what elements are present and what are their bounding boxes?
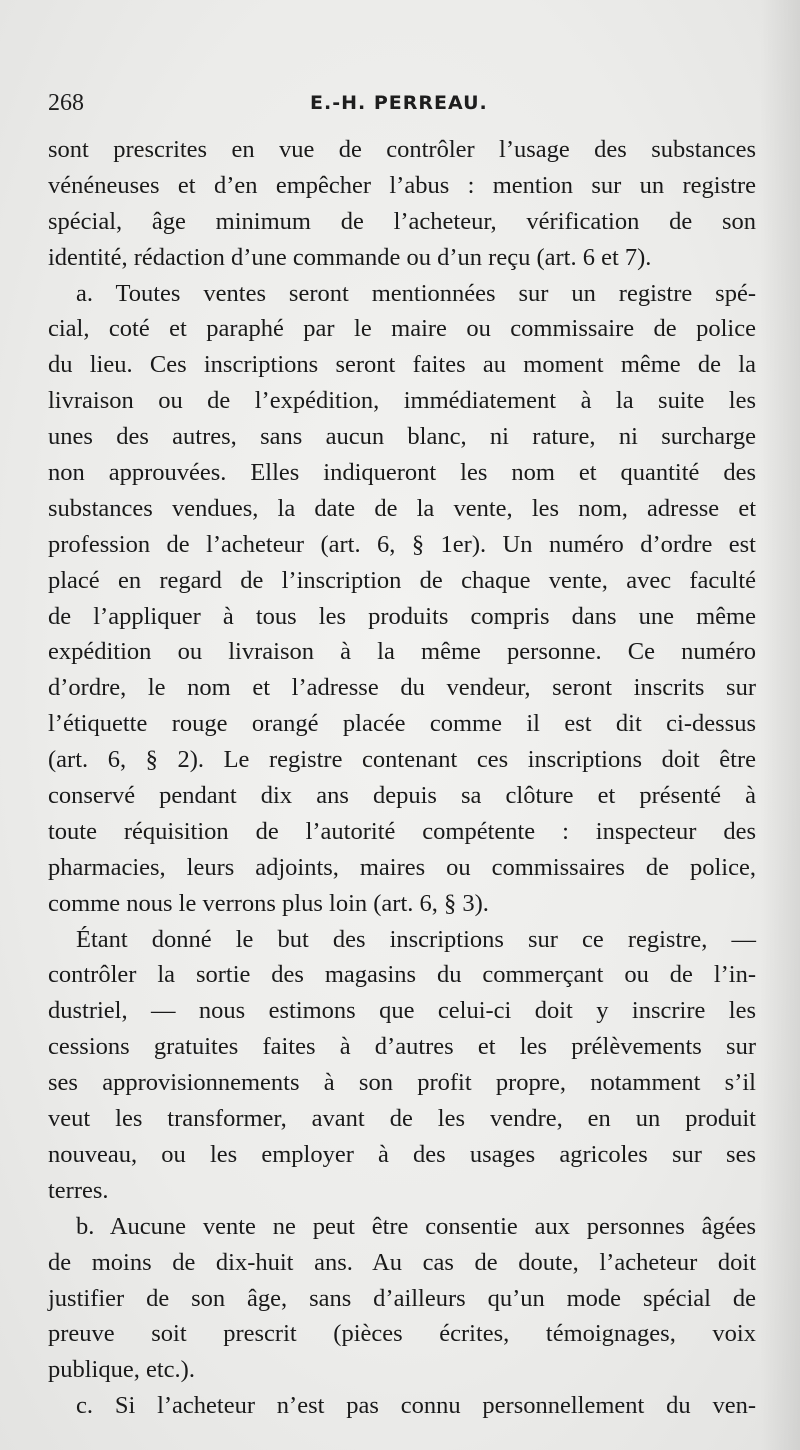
text-line: comme nous le verrons plus loin (art. 6, § 3). xyxy=(48,889,489,917)
text-line: unes des autres, sans aucun blanc, ni rature, ni surcharge xyxy=(48,423,756,451)
text-line: preuve soit prescrit (pièces écrites, témoignages, voix xyxy=(48,1320,756,1348)
text-line: de moins de dix-huit ans. Au cas de doute, l’acheteur doit xyxy=(48,1248,756,1276)
text-line: substances vendues, la date de la vente, les nom, adresse et xyxy=(48,494,756,522)
text-line: pharmacies, leurs adjoints, maires ou commissaires de police, xyxy=(48,853,756,881)
text-line: spécial, âge minimum de l’acheteur, vérification de son xyxy=(48,207,756,235)
text-line: vénéneuses et d’en empêcher l’abus : mention sur un registre xyxy=(48,171,756,199)
page-edge-shadow xyxy=(760,0,800,1450)
body-text xyxy=(48,132,756,1424)
text-line: non approuvées. Elles indiqueront les nom et quantité des xyxy=(48,459,756,487)
page-header xyxy=(48,90,748,124)
text-line: livraison ou de l’expédition, immédiatement à la suite les xyxy=(48,387,756,415)
text-line: identité, rédaction d’une commande ou d’un reçu (art. 6 et 7). xyxy=(48,243,652,271)
text-line: ses approvisionnements à son profit propre, notamment s’il xyxy=(48,1069,756,1097)
text-line: cessions gratuites faites à d’autres et les prélèvements sur xyxy=(48,1033,756,1061)
text-line: c. Si l’acheteur n’est pas connu personnellement du ven- xyxy=(76,1392,756,1420)
text-line: contrôler la sortie des magasins du commerçant ou de l’in- xyxy=(48,961,756,989)
text-line: Étant donné le but des inscriptions sur ce registre, — xyxy=(76,925,756,953)
text-line: veut les transformer, avant de les vendre, en un produit xyxy=(48,1105,756,1133)
text-line: conservé pendant dix ans depuis sa clôture et présenté à xyxy=(48,782,756,810)
text-line: a. Toutes ventes seront mentionnées sur un registre spé- xyxy=(76,279,756,307)
text-line: profession de l’acheteur (art. 6, § 1er). Un numéro d’ordre est xyxy=(48,530,756,558)
text-line: cial, coté et paraphé par le maire ou commissaire de police xyxy=(48,315,756,343)
page-number: 268 xyxy=(48,90,84,116)
text-line: de l’appliquer à tous les produits compris dans une même xyxy=(48,602,756,630)
text-line: (art. 6, § 2). Le registre contenant ces inscriptions doit être xyxy=(48,746,756,774)
text-line: l’étiquette rouge orangé placée comme il est dit ci-dessus xyxy=(48,710,756,738)
text-line: expédition ou livraison à la même personne. Ce numéro xyxy=(48,638,756,666)
running-head: E.-H. PERREAU. xyxy=(310,92,488,114)
text-line: b. Aucune vente ne peut être consentie aux personnes âgées xyxy=(76,1212,756,1240)
text-line: du lieu. Ces inscriptions seront faites au moment même de la xyxy=(48,351,756,379)
text-line: toute réquisition de l’autorité compétente : inspecteur des xyxy=(48,817,756,845)
text-line: terres. xyxy=(48,1176,109,1204)
text-line: nouveau, ou les employer à des usages agricoles sur ses xyxy=(48,1140,756,1168)
text-line: publique, etc.). xyxy=(48,1356,195,1384)
text-line: placé en regard de l’inscription de chaque vente, avec faculté xyxy=(48,566,756,594)
text-line: dustriel, — nous estimons que celui-ci doit y inscrire les xyxy=(48,997,756,1025)
text-line: d’ordre, le nom et l’adresse du vendeur, seront inscrits sur xyxy=(48,674,756,702)
text-line: justifier de son âge, sans d’ailleurs qu’un mode spécial de xyxy=(48,1284,756,1312)
text-line: sont prescrites en vue de contrôler l’usage des substances xyxy=(48,136,756,163)
